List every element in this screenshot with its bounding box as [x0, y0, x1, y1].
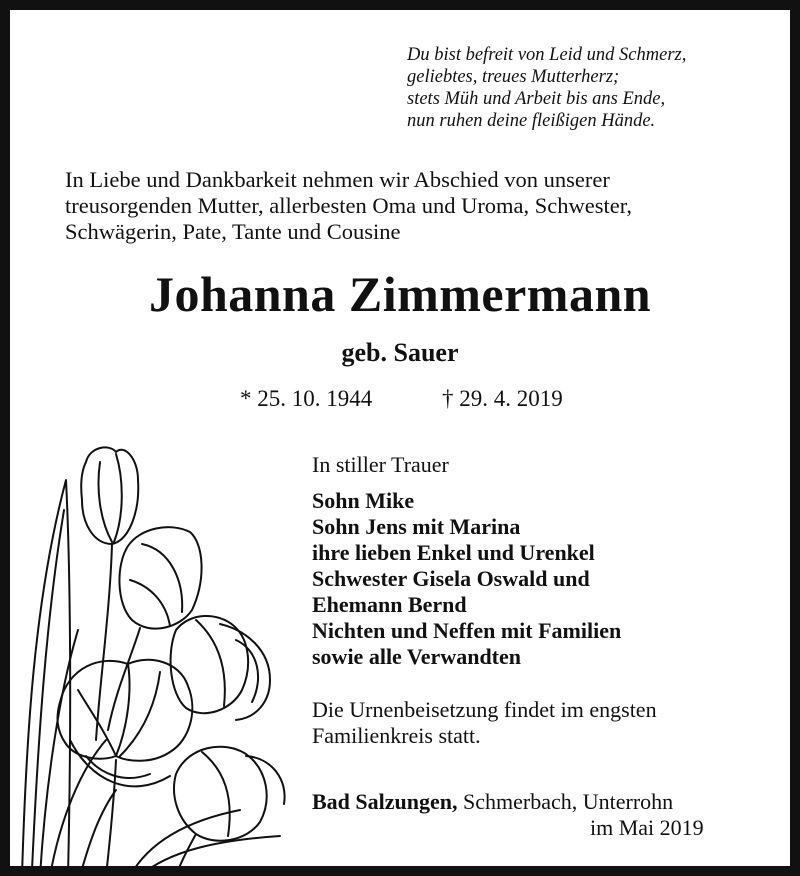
- mourner-line: Schwester Gisela Oswald und: [312, 566, 590, 591]
- closing-date: im Mai 2019: [590, 815, 704, 840]
- urn-notice: [312, 697, 657, 749]
- place-line: [312, 789, 673, 815]
- mourner-line: Sohn Jens mit Marina: [312, 514, 521, 539]
- mourner-line: Nichten und Neffen mit Familien: [312, 618, 622, 643]
- place-bold: Bad Salzungen,: [312, 789, 458, 814]
- intro-line: In Liebe und Dankbarkeit nehmen wir Abschied von unserer: [65, 167, 610, 192]
- urn-line: Die Urnenbeisetzung findet im engsten: [312, 697, 657, 722]
- tulip-bouquet-illustration: [20, 440, 300, 876]
- poem-line: Du bist befreit von Leid und Schmerz,: [407, 45, 687, 65]
- urn-line: Familienkreis statt.: [312, 723, 481, 748]
- maiden-name: geb. Sauer: [341, 338, 459, 367]
- poem-line: geliebtes, treues Mutterherz;: [407, 67, 620, 87]
- poem-line: nun ruhen deine fleißigen Hände.: [407, 111, 656, 131]
- deceased-name: Johanna Zimmermann: [148, 266, 652, 322]
- death-date: † 29. 4. 2019: [442, 386, 563, 411]
- poem-verse: [407, 44, 686, 132]
- intro-line: Schwägerin, Pate, Tante und Cousine: [65, 219, 401, 244]
- place-rest: Schmerbach, Unterrohn: [457, 789, 674, 814]
- mourner-line: Ehemann Bernd: [312, 592, 467, 617]
- mourners-list: [312, 488, 621, 670]
- intro-line: treusorgenden Mutter, allerbesten Oma und Uroma, Schwester,: [65, 193, 632, 218]
- mourning-label: In stiller Trauer: [312, 452, 449, 477]
- birth-date: * 25. 10. 1944: [240, 386, 373, 411]
- mourner-line: ihre lieben Enkel und Urenkel: [312, 540, 595, 565]
- mourner-line: Sohn Mike: [312, 488, 415, 513]
- intro-text: [65, 167, 765, 245]
- poem-line: stets Müh und Arbeit bis ans Ende,: [407, 89, 666, 109]
- mourner-line: sowie alle Verwandten: [312, 644, 521, 669]
